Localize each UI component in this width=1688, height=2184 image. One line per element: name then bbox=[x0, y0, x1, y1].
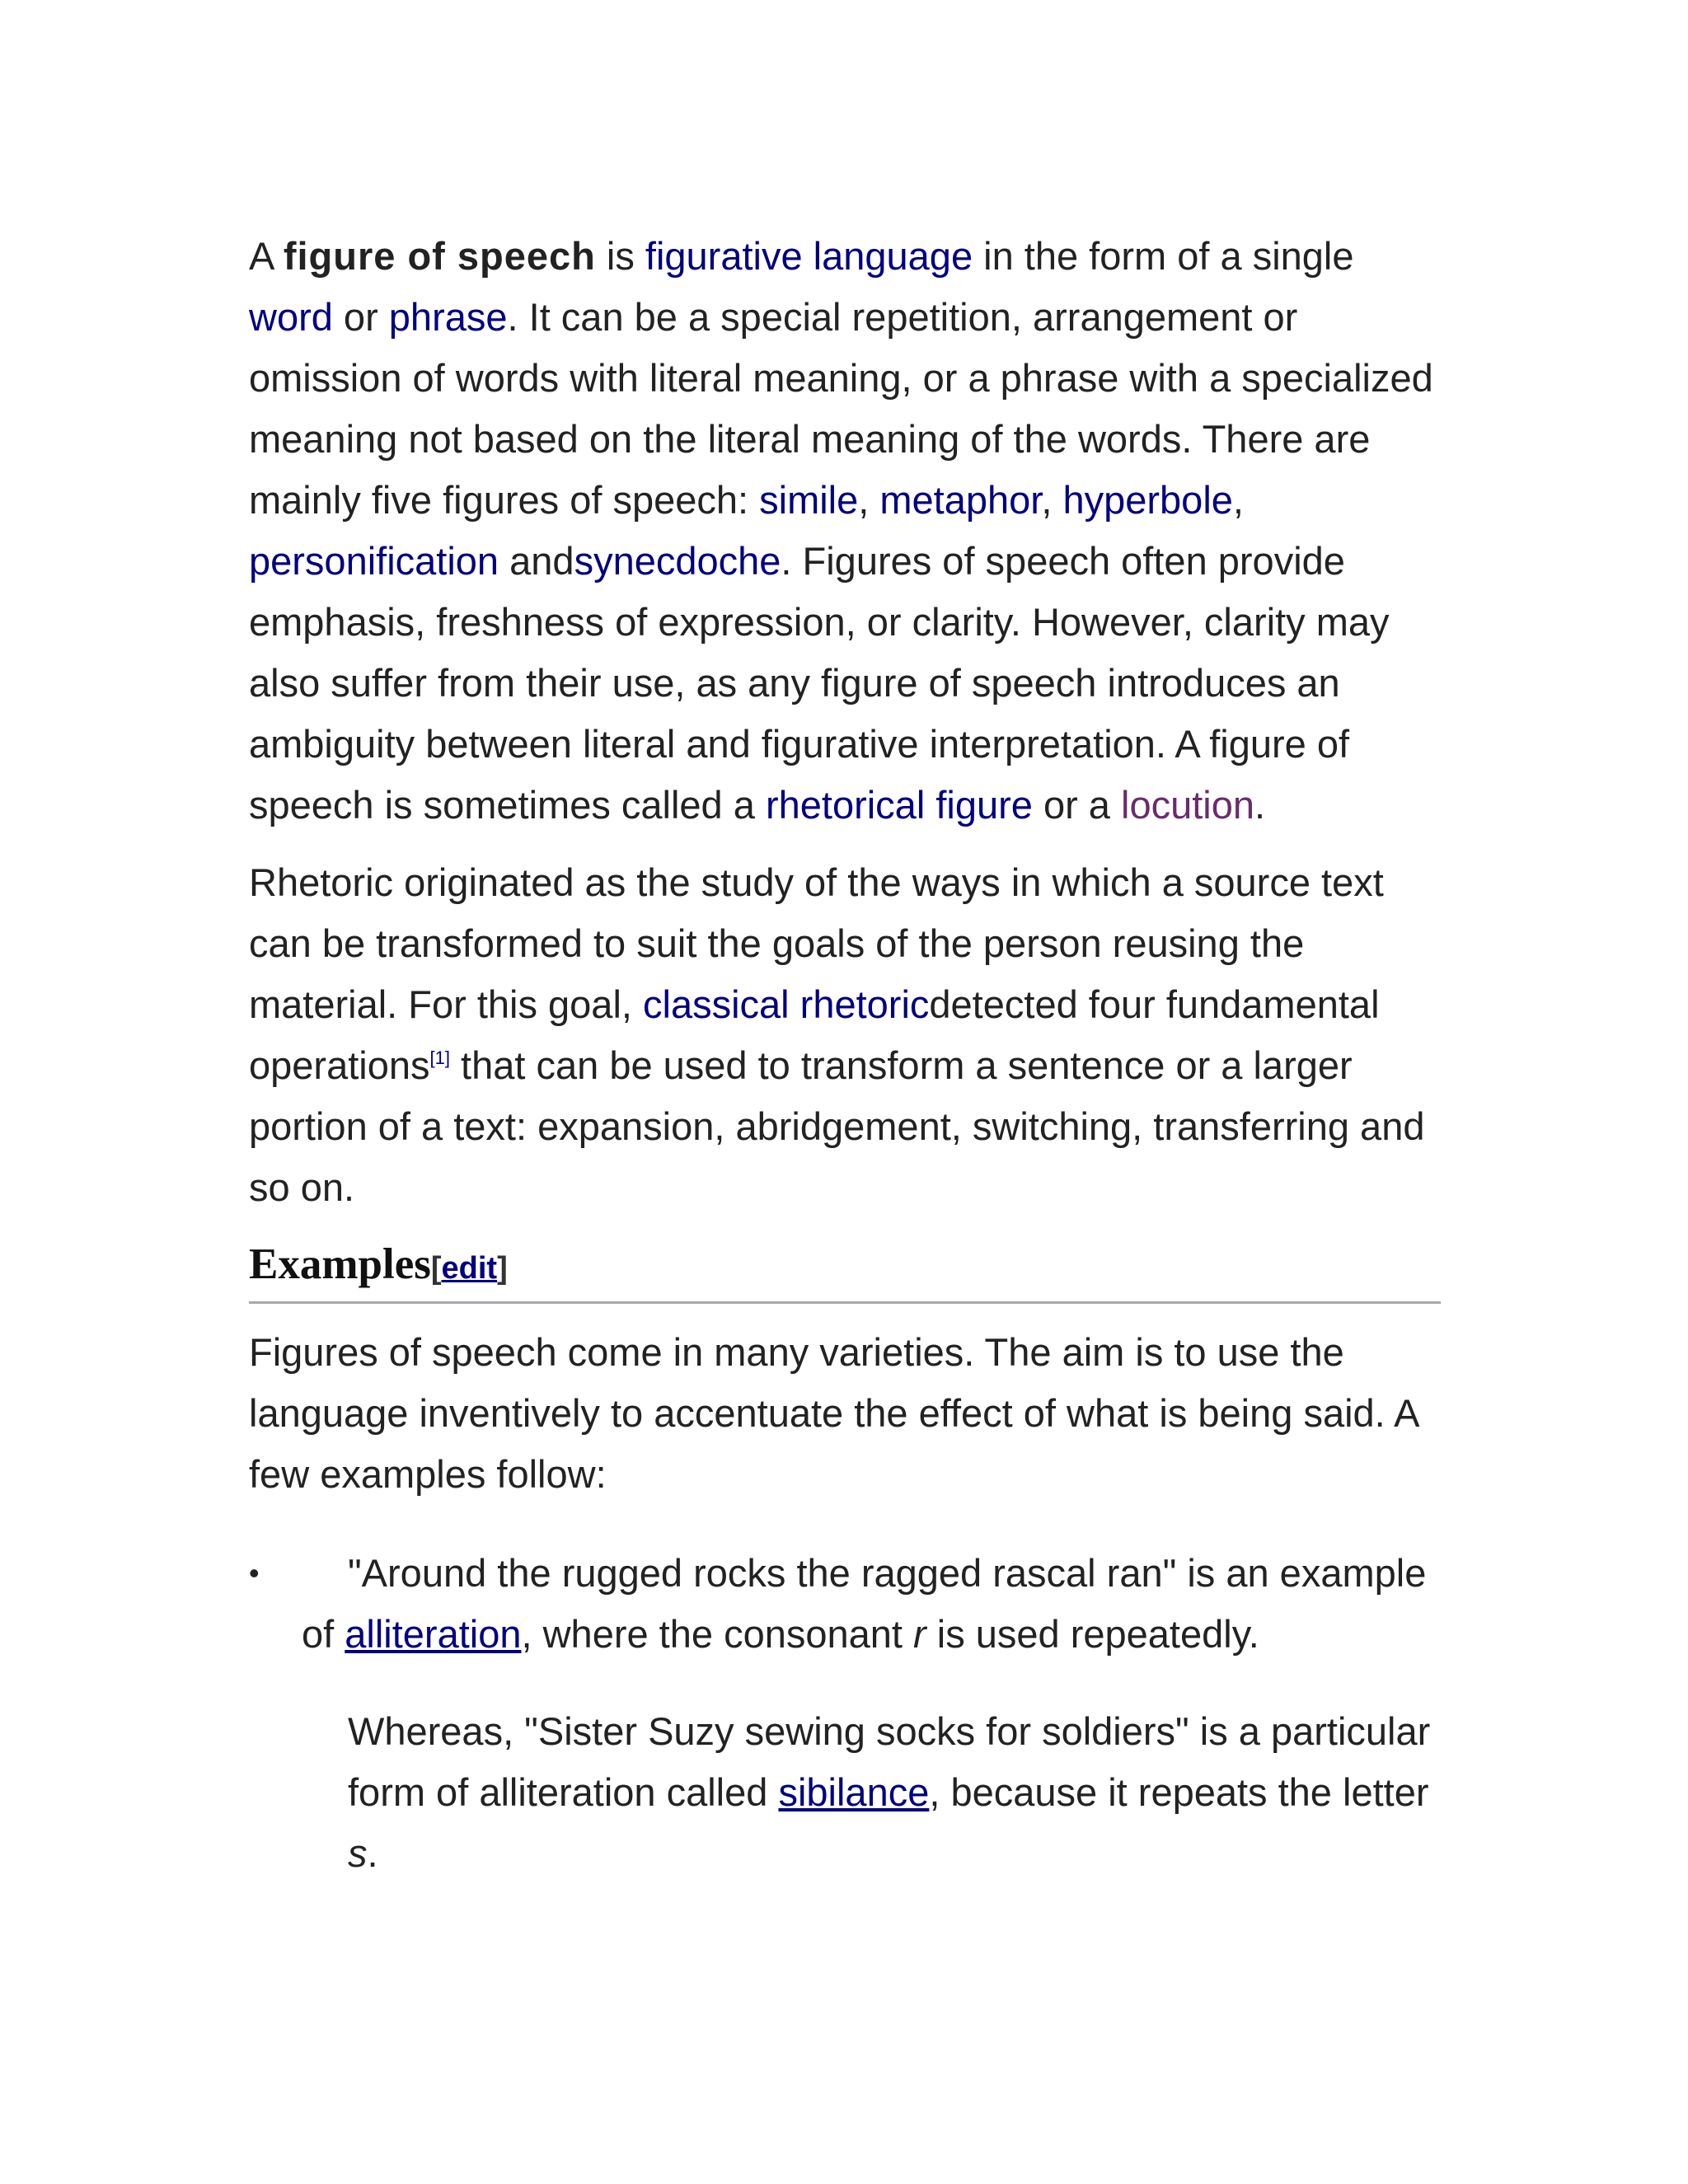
edit-link-wrapper: [edit] bbox=[430, 1251, 508, 1286]
link-locution[interactable]: locution bbox=[1121, 783, 1254, 827]
link-alliteration[interactable]: alliteration bbox=[345, 1612, 522, 1656]
section-heading-examples bbox=[249, 1236, 1441, 1304]
link-synecdoche[interactable]: synecdoche bbox=[574, 539, 781, 583]
letter-s: s bbox=[348, 1831, 368, 1875]
link-sibilance[interactable]: sibilance bbox=[778, 1770, 930, 1814]
link-rhetorical-figure[interactable]: rhetorical figure bbox=[765, 783, 1033, 827]
link-personification[interactable]: personification bbox=[249, 539, 499, 583]
list-item: • "Around the rugged rocks the ragged rascal ran" is an example of alliteration, where the consonant r is used repeatedly. bbox=[249, 1543, 1441, 1665]
link-figurative-language[interactable]: figurative language bbox=[645, 234, 973, 278]
defined-term: figure of speech bbox=[283, 234, 596, 278]
section-heading-text: Examples bbox=[249, 1240, 431, 1288]
examples-intro-paragraph: Figures of speech come in many varieties. The aim is to use the language inventively to accentuate the effect of what is being said. A few examples follow: bbox=[249, 1330, 1418, 1496]
link-phrase[interactable]: phrase bbox=[388, 295, 508, 339]
sibilance-paragraph: Whereas, "Sister Suzy sewing socks for soldiers" is a particular form of alliteration called sibilance, because it repeats the letter s. bbox=[348, 1709, 1431, 1875]
link-word[interactable]: word bbox=[249, 295, 333, 339]
link-metaphor[interactable]: metaphor bbox=[879, 478, 1042, 522]
rhetoric-paragraph: Rhetoric originated as the study of the ways in which a source text can be transformed to suit the goals of the person reusing the material. For this goal, classical rhetoricdetected four fundamental operations[1] that can be used to transform a sentence or a larger portion of a text: expansion, abridgement, switching, transferring and so on. bbox=[249, 860, 1425, 1209]
link-simile[interactable]: simile bbox=[759, 478, 859, 522]
link-classical-rhetoric[interactable]: classical rhetoric bbox=[643, 982, 930, 1026]
bullet-icon: • bbox=[249, 1556, 260, 1590]
intro-paragraph: A figure of speech is figurative language in the form of a single word or phrase. It can be a special repetition, arrangement or omission of words with literal meaning, or a phrase with a specialized meaning not based on the literal meaning of the words. There are mainly five figures of speech: simile, metaphor, hyperbole, personification andsynecdoche. Figures of speech often provide emphasis, freshness of expression, or clarity. However, clarity may also suffer from their use, as any figure of speech introduces an ambiguity between literal and figurative interpretation. A figure of speech is sometimes called a rhetorical figure or a locution. bbox=[249, 234, 1433, 827]
link-hyperbole[interactable]: hyperbole bbox=[1062, 478, 1233, 522]
article-body bbox=[249, 226, 1441, 1884]
footnote-link[interactable]: [1] bbox=[429, 1047, 450, 1068]
letter-r: r bbox=[913, 1612, 926, 1656]
edit-link[interactable]: edit bbox=[441, 1251, 498, 1286]
